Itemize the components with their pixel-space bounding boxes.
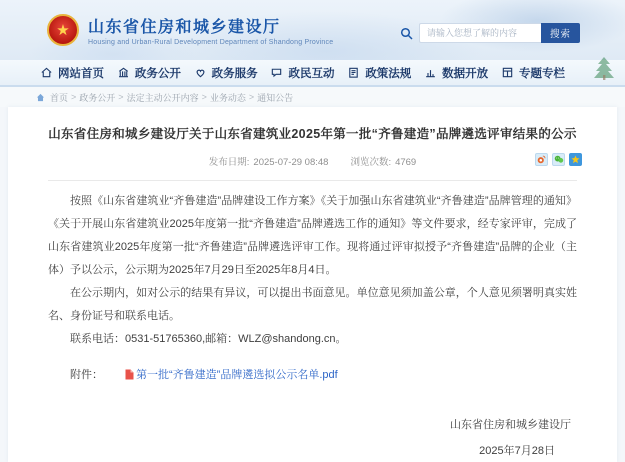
home-icon bbox=[40, 66, 53, 79]
signature-date: 2025年7月28日 bbox=[479, 445, 555, 457]
breadcrumb-separator: > bbox=[71, 92, 77, 102]
nav-item-special-columns[interactable] bbox=[501, 65, 565, 81]
paragraph: 在公示期内，如对公示的结果有异议，可以提出书面意见。单位意见须加盖公章，个人意见须署明真实姓名、身份证号和联系电话。 bbox=[48, 287, 577, 322]
breadcrumb-separator: > bbox=[201, 92, 207, 102]
nav-item-interaction[interactable] bbox=[270, 65, 334, 81]
site-title-block bbox=[88, 14, 333, 46]
breadcrumb-separator: > bbox=[118, 92, 124, 102]
share-toolbar bbox=[535, 153, 582, 166]
nav-label: 专题专栏 bbox=[518, 67, 565, 80]
pine-tree-icon bbox=[589, 56, 619, 85]
national-emblem-icon: ★ bbox=[47, 14, 79, 46]
publish-date: 2025-07-29 08:48 bbox=[253, 157, 329, 168]
nav-label: 政务公开 bbox=[134, 67, 181, 80]
nav-label: 政务服务 bbox=[211, 67, 258, 80]
special-column-icon bbox=[501, 66, 514, 79]
policy-document-icon bbox=[347, 66, 360, 79]
views-label: 浏览次数: bbox=[350, 157, 392, 168]
wechat-share-icon[interactable] bbox=[552, 153, 565, 166]
breadcrumb-item-statutory[interactable]: 法定主动公开内容 bbox=[126, 92, 199, 103]
publish-date-label: 发布日期: bbox=[208, 157, 250, 168]
signature-block bbox=[48, 416, 577, 458]
paragraph: 按照《山东省建筑业“齐鲁建造”品牌建设工作方案》《关于加强山东省建筑业“齐鲁建造”品牌管理的通知》《关于开展山东省建筑业2025年度第一批“齐鲁建造”品牌遴选工作的通知》等文件要求，经专家评审，完成了山东省建筑业2025年度第一批“齐鲁建造”品牌遴选评审工作。现将通过评审拟授予“齐鲁建造”品牌的企业（主体）予以公示，公示期为2025年7月29日至2025年8月4日。 bbox=[48, 195, 577, 276]
paragraph-contact: 联系电话：0531-51765360,邮箱：WLZ@shandong.cn。 bbox=[70, 333, 347, 345]
breadcrumb-item-gov-info[interactable]: 政务公开 bbox=[79, 92, 116, 103]
data-chart-icon bbox=[424, 66, 437, 79]
article-body bbox=[48, 190, 577, 351]
search-bar bbox=[400, 23, 580, 43]
nav-item-gov-info[interactable] bbox=[117, 65, 181, 81]
nav-item-policy[interactable] bbox=[347, 65, 411, 81]
breadcrumb bbox=[0, 87, 625, 107]
attachment-label: 附件： bbox=[70, 369, 103, 381]
home-small-icon bbox=[36, 93, 45, 102]
pdf-file-icon bbox=[103, 369, 134, 383]
chat-interaction-icon bbox=[270, 66, 283, 79]
article-meta bbox=[48, 154, 577, 168]
nav-item-home[interactable] bbox=[40, 65, 104, 81]
breadcrumb-item-home[interactable]: 首页 bbox=[50, 92, 69, 103]
government-building-icon bbox=[117, 66, 130, 79]
main-nav bbox=[0, 60, 625, 87]
site-subtitle: Housing and Urban-Rural Development Department of Shandong Province bbox=[88, 39, 334, 46]
nav-item-gov-service[interactable] bbox=[194, 65, 258, 81]
nav-label: 政民互动 bbox=[288, 67, 335, 80]
search-input[interactable] bbox=[419, 23, 541, 43]
signature-org: 山东省住房和城乡建设厅 bbox=[450, 419, 571, 431]
favorite-star-icon[interactable] bbox=[569, 153, 582, 166]
nav-label: 网站首页 bbox=[58, 67, 104, 80]
breadcrumb-item-notices[interactable]: 通知公告 bbox=[257, 92, 294, 103]
breadcrumb-separator: > bbox=[248, 92, 255, 102]
weibo-share-icon[interactable] bbox=[535, 153, 548, 166]
meta-divider bbox=[48, 180, 577, 181]
views-count: 4769 bbox=[395, 157, 417, 168]
search-icon bbox=[400, 27, 413, 40]
site-header bbox=[0, 0, 625, 60]
article-title: 山东省住房和城乡建设厅关于山东省建筑业2025年第一批“齐鲁建造”品牌遴选评审结果的公示 bbox=[48, 127, 577, 141]
search-button[interactable]: 搜索 bbox=[541, 23, 580, 43]
article-card bbox=[8, 107, 617, 462]
nav-item-open-data[interactable] bbox=[424, 65, 488, 81]
attachment-row bbox=[48, 366, 577, 383]
nav-label: 政策法规 bbox=[365, 67, 412, 80]
service-heart-icon bbox=[194, 66, 207, 79]
breadcrumb-item-business[interactable]: 业务动态 bbox=[209, 92, 246, 103]
nav-label: 数据开放 bbox=[442, 67, 489, 80]
attachment-link[interactable]: 第一批“齐鲁建造”品牌遴选拟公示名单.pdf bbox=[136, 369, 338, 381]
site-title: 山东省住房和城乡建设厅 bbox=[88, 19, 281, 36]
